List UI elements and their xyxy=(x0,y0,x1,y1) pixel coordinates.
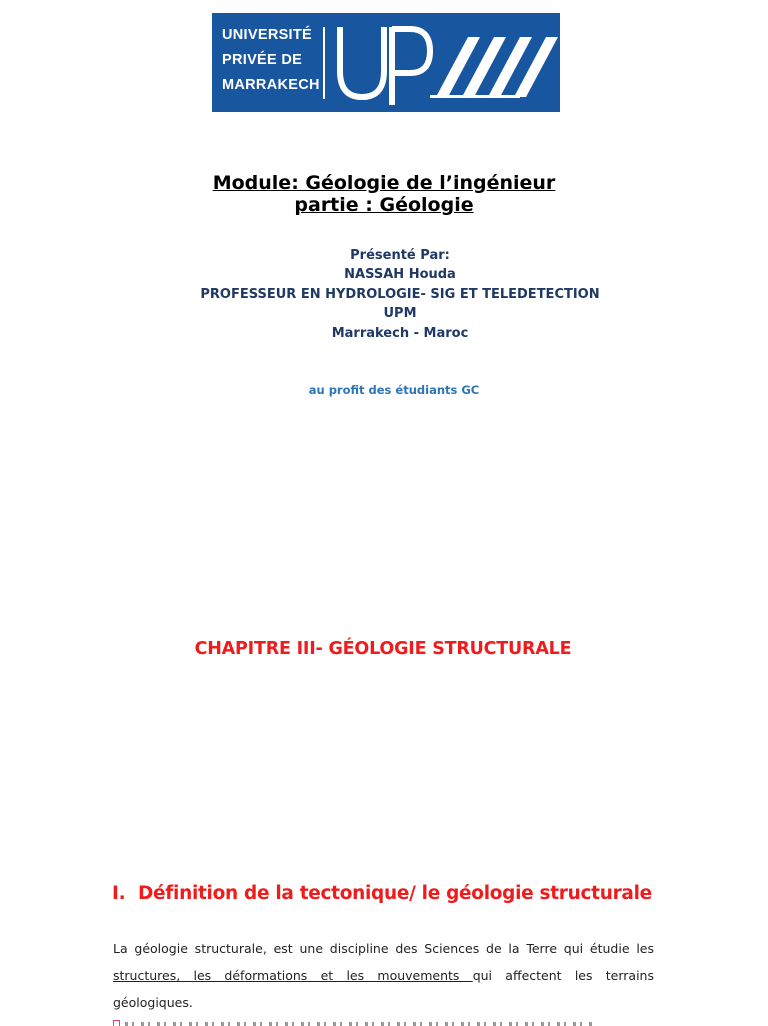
cut-off-text xyxy=(125,1022,593,1026)
section-heading xyxy=(112,883,652,904)
truncated-next-line xyxy=(113,1018,593,1026)
presenter-block xyxy=(0,246,768,343)
presenter-name: NASSAH Houda xyxy=(344,267,456,283)
module-title: Module: Géologie de l’ingénieur xyxy=(212,172,556,194)
body-paragraph xyxy=(113,935,654,1016)
logo-line-3: MARRAKECH xyxy=(222,77,320,93)
up-logo-mark-icon xyxy=(330,19,558,107)
paragraph-text-2: qui affectent les terrains géologiques. xyxy=(113,968,654,1010)
presenter-location: Marrakech - Maroc xyxy=(331,325,469,341)
presenter-label: Présenté Par: xyxy=(350,248,450,263)
bullet-box-icon xyxy=(113,1020,120,1026)
logo-wordmark xyxy=(222,23,320,98)
section-title: Définition de la tectonique/ le géologie structurale xyxy=(138,883,652,904)
module-subtitle: partie : Géologie xyxy=(294,194,474,216)
paragraph-underlined-text: structures, les déformations et les mouvements xyxy=(113,968,473,983)
paragraph-text-1: La géologie structurale, est une discipline des Sciences de la Terre qui étudie les xyxy=(113,941,654,956)
chapter-heading: CHAPITRE III- GÉOLOGIE STRUCTURALE xyxy=(194,639,572,659)
logo-line-2: PRIVÉE DE xyxy=(222,52,303,68)
presenter-institution: UPM xyxy=(383,306,417,322)
logo-line-1: UNIVERSITÉ xyxy=(222,27,313,43)
audience-note: au profit des étudiants GC xyxy=(308,383,480,397)
presenter-role: PROFESSEUR EN HYDROLOGIE- SIG ET TELEDETECTION xyxy=(200,286,600,302)
university-logo xyxy=(212,13,560,112)
section-number: I. xyxy=(112,883,126,904)
logo-divider xyxy=(323,27,325,99)
